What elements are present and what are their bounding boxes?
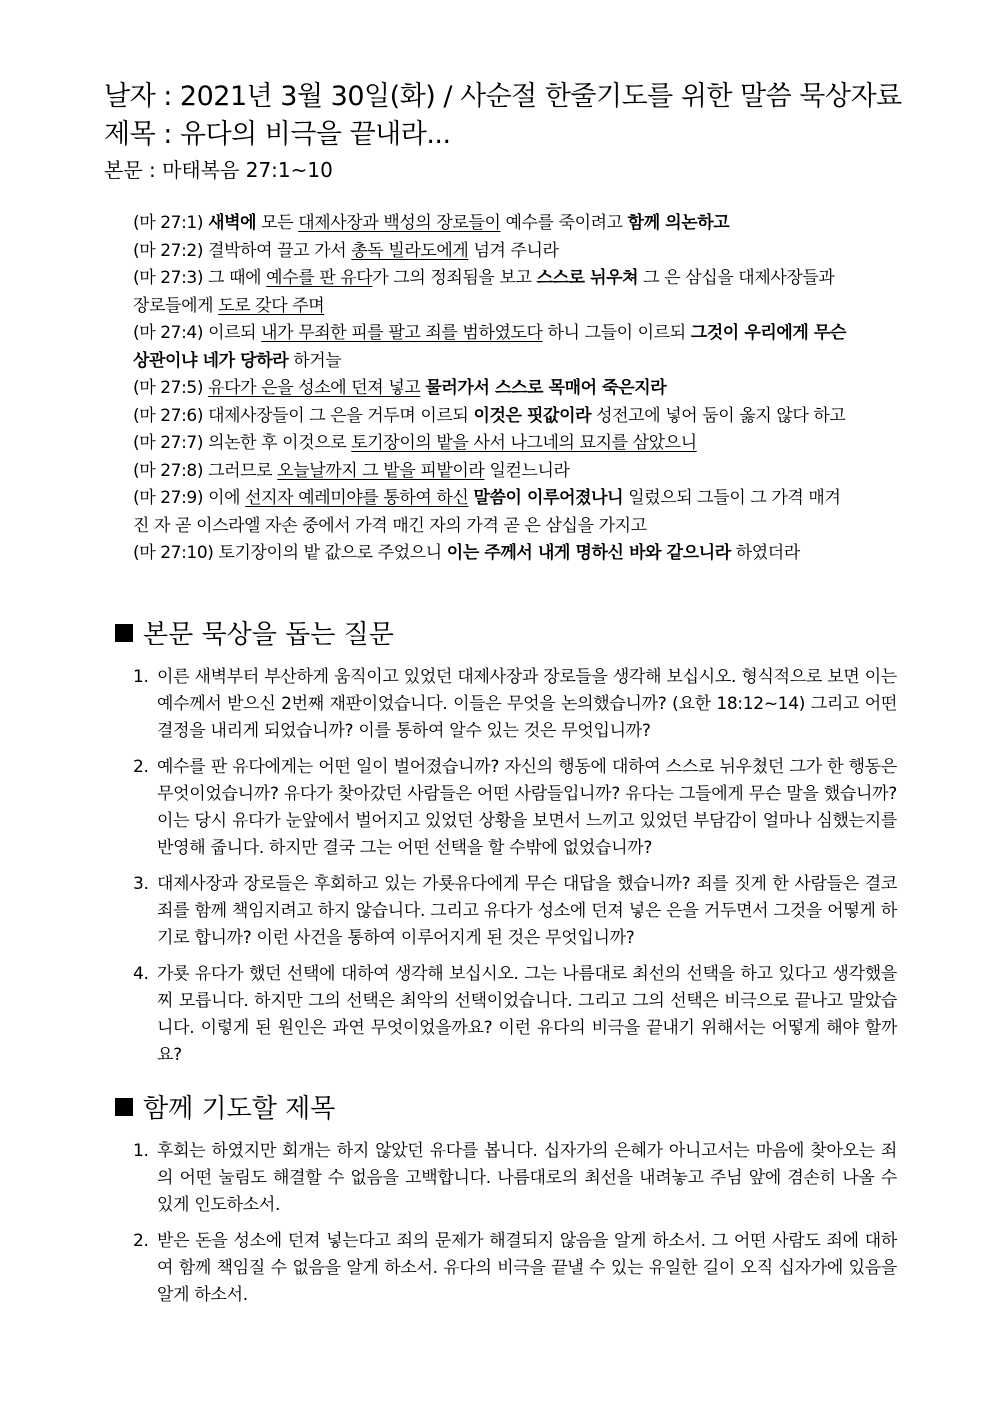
verse-text: 하니 그들이 이르되 [542,323,691,343]
item-text: 받은 돈을 성소에 던져 넣는다고 죄의 문제가 해결되지 않음을 알게 하소서. 그 어떤 사람도 죄에 대하여 함께 책임질 수 없음을 알게 하소서. 유다의 비극을 끝낼 수 있는 유일한 길이 오직 십자가에 있음을 알게 하소서. [157,1231,897,1305]
verse-text: 그 때에 [208,268,267,288]
verse-text: 그러므로 [208,460,278,481]
verse-text: 일렀으되 그들이 그 가격 매겨 [623,488,841,508]
verse-reference: (마 27:8) [133,460,204,481]
verse-text: 이르되 [208,323,262,343]
verse-reference: (마 27:7) [133,433,204,453]
item-number: 2. [133,757,149,777]
verse-body [208,375,893,403]
verse-text: 모든 [256,213,299,233]
verse-row [133,320,893,348]
verse-list [133,210,893,568]
verse-continuation [133,293,893,321]
item-number: 4. [133,964,149,984]
list-item [133,1138,897,1219]
verse-reference: (마 27:10) [133,543,214,563]
verse-body [208,320,893,348]
item-number: 3. [133,874,149,894]
item-number: 1. [133,1141,149,1161]
verse-text: 성전고에 넣어 둠이 옳지 않다 하고 [591,405,846,426]
underlined-text: 총독 빌라도에게 [351,240,469,261]
questions-heading [115,618,394,652]
verse-row [133,458,893,486]
verse-reference: (마 27:1) [133,213,204,233]
verse-text: 진 자 곧 이스라엘 자손 중에서 가격 매긴 자의 가격 곧 은 삼십을 가지고 [133,515,647,536]
emphasis-text: 물러가서 스스로 목매어 죽은지라 [425,378,667,398]
emphasis-text: 스스로 뉘우쳐 [536,268,639,288]
verse-text: 일컫느니라 [484,460,570,481]
verse-row [133,430,893,458]
item-number: 2. [133,1231,149,1251]
list-item [133,664,897,745]
verse-body [208,238,893,266]
underlined-text: 내가 무죄한 피를 팔고 죄를 범하였도다 [261,323,543,343]
item-text: 이른 새벽부터 부산하게 움직이고 있었던 대제사장과 장로들을 생각해 보십시오. 형식적으로 보면 이는 예수께서 받으신 2번째 재판이었습니다. 이들은 무엇을 논의했습니까? (요한 18:12~14) 그리고 어떤 결정을 내리게 되었습니까? 이를 통하여 알수 있는 것은 무엇입니까? [157,667,897,741]
verse-text: 의논한 후 이것으로 [208,433,352,453]
verse-continuation [133,348,893,376]
square-bullet-icon [115,624,133,642]
verse-body [208,265,893,293]
verse-row [133,375,893,403]
underlined-text: 유다가 은을 성소에 던져 넣고 [208,378,421,398]
verse-body [208,403,893,431]
verse-reference: (마 27:9) [133,488,204,508]
square-bullet-icon [115,1098,133,1116]
item-text: 대제사장과 장로들은 후회하고 있는 가룟유다에게 무슨 대답을 했습니까? 죄를 짓게 한 사람들은 결코 죄를 함께 책임지려고 하지 않습니다. 그리고 유다가 성소에 던져 넣은 은을 거두면서 그것을 어떻게 하기로 합니까? 이런 사건을 통하여 이루어지게 된 것은 무엇입니까? [157,874,897,948]
date-line: 날자 : 2021년 3월 30일(화) / 사순절 한줄기도를 위한 말씀 묵상자료 [104,81,902,112]
list-item [133,961,897,1069]
list-item [133,871,897,952]
emphasis-text: 이는 주께서 내게 명하신 바와 같으니라 [446,543,731,563]
verse-reference: (마 27:4) [133,323,204,343]
verse-text: 결박하여 끌고 가서 [208,240,352,261]
underlined-text: 토기장이의 밭을 사서 나그네의 묘지를 삼았으니 [351,433,697,453]
verse-reference: (마 27:6) [133,405,204,426]
verse-body [218,540,893,568]
emphasis-text: 이것은 핏값이라 [473,405,592,426]
emphasis-text: 새벽에 [208,213,257,233]
emphasis-text: 그것이 우리에게 무슨 [690,323,846,343]
emphasis-text: 함께 의논하고 [627,213,730,233]
verse-reference: (마 27:3) [133,268,204,288]
verse-text: 대제사장들이 그 은을 거두며 이르되 [208,405,474,426]
list-item [133,1228,897,1309]
underlined-text: 예수를 판 유다 [266,268,373,288]
questions-heading-text: 본문 묵상을 돕는 질문 [143,620,394,650]
verse-body [208,458,893,486]
underlined-text: 대제사장과 백성의 장로들이 [298,213,501,233]
verse-text: 가 그의 정죄됨을 보고 [372,268,537,288]
underlined-text: 도로 갖다 주며 [218,295,325,316]
verse-body [208,485,893,513]
verse-text: 그 은 삼십을 대제사장들과 [638,268,835,288]
prayer-list [133,1138,897,1318]
verse-text: 넘겨 주니라 [468,240,559,261]
verse-text: 장로들에게 [133,295,219,316]
verse-text: 하거늘 [288,350,342,371]
verse-body [208,210,893,238]
verse-row [133,485,893,513]
item-text: 후회는 하였지만 회개는 하지 않았던 유다를 봅니다. 십자가의 은혜가 아니고서는 마음에 찾아오는 죄의 어떤 눌림도 해결할 수 없음을 고백합니다. 나름대로의 최선을 내려놓고 주님 앞에 겸손히 나올 수 있게 인도하소서. [157,1141,897,1215]
verse-text: 예수를 죽이려고 [500,213,628,233]
item-text: 예수를 판 유다에게는 어떤 일이 벌어졌습니까? 자신의 행동에 대하여 스스로 뉘우쳤던 그가 한 행동은 무엇이었습니까? 유다가 찾아갔던 사람들은 어떤 사람들입니까? 유다는 그들에게 무슨 말을 했습니까? 이는 당시 유다가 눈앞에서 벌어지고 있었던 상황을 보면서 느끼고 있었던 부담감이 얼마나 심했는지를 반영해 줍니다. 하지만 결국 그는 어떤 선택을 할 수밖에 없었습니까? [157,757,897,858]
emphasis-text: 상관이냐 네가 당하라 [133,350,289,371]
verse-row [133,540,893,568]
title-line: 제목 : 유다의 비극을 끝내라... [104,119,451,150]
verse-body [208,430,893,458]
underlined-text: 선지자 예레미야를 통하여 하신 [245,488,469,508]
item-number: 1. [133,667,149,687]
verse-text: 하였더라 [730,543,800,563]
verse-row [133,210,893,238]
verse-continuation [133,513,893,541]
item-text: 가룟 유다가 했던 선택에 대하여 생각해 보십시오. 그는 나름대로 최선의 선택을 하고 있다고 생각했을찌 모릅니다. 하지만 그의 선택은 최악의 선택이었습니다. 그리고 그의 선택은 비극으로 끝나고 말았습니다. 이렇게 된 원인은 과연 무엇이었을까요? 이런 유다의 비극을 끝내기 위해서는 어떻게 해야 할까요? [157,964,897,1065]
verse-text: 토기장이의 밭 값으로 주었으니 [218,543,447,563]
verse-row [133,265,893,293]
questions-list [133,664,897,1078]
emphasis-text: 말씀이 이루어졌나니 [473,488,624,508]
verse-text: 이에 [208,488,246,508]
list-item [133,754,897,862]
verse-row [133,403,893,431]
verse-reference: (마 27:5) [133,378,204,398]
verse-row [133,238,893,266]
underlined-text: 오늘날까지 그 밭을 피밭이라 [277,460,485,481]
prayer-heading [115,1092,335,1126]
prayer-heading-text: 함께 기도할 제목 [143,1094,336,1124]
scripture-reference: 본문 : 마태복음 27:1~10 [104,158,333,182]
verse-reference: (마 27:2) [133,240,204,261]
